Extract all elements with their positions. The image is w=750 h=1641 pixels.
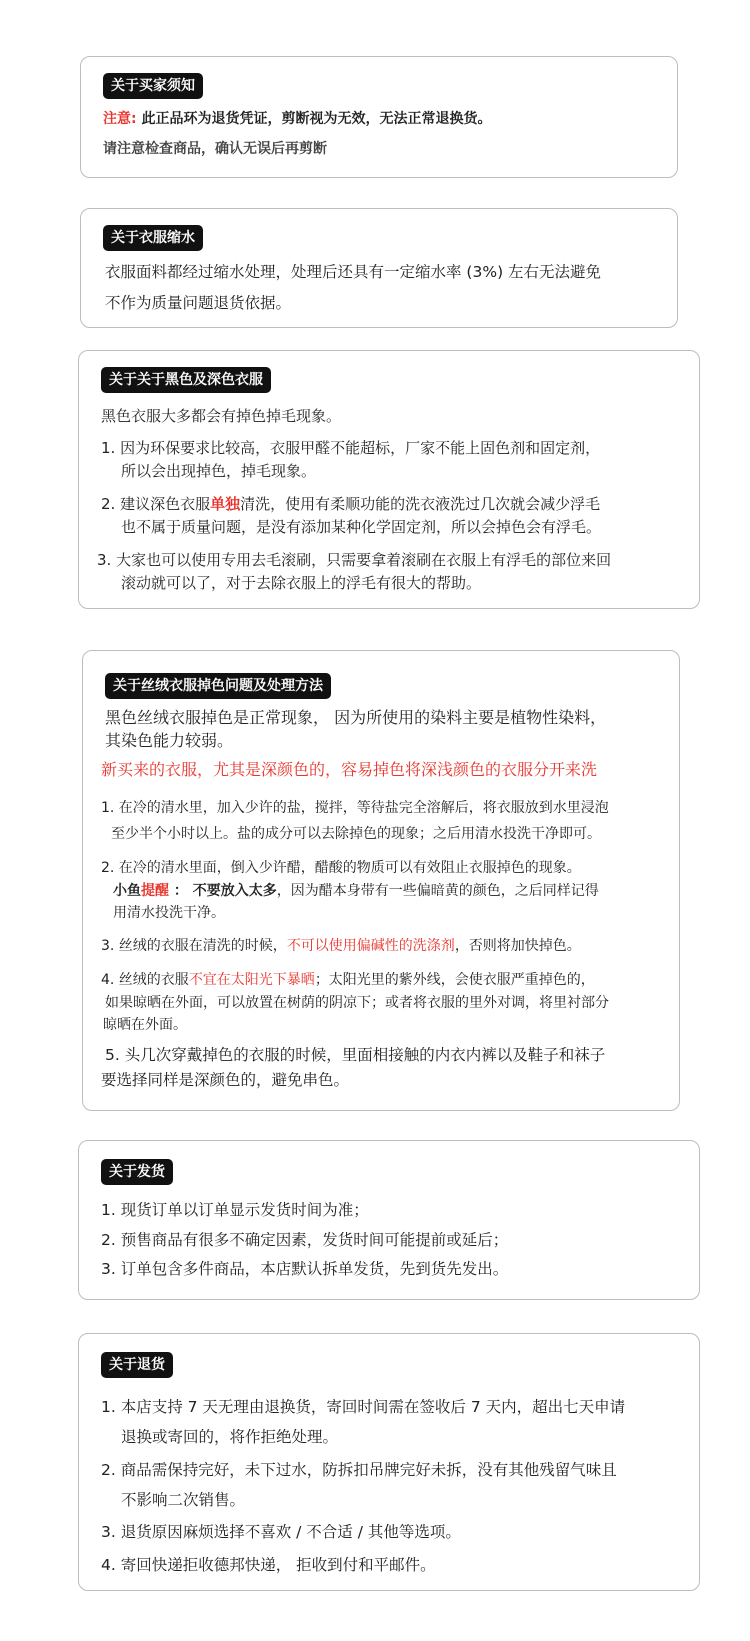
velvet-step3-red: 不可以使用偏碱性的洗涤剂 bbox=[286, 938, 455, 954]
velvet-step4-a bbox=[101, 969, 595, 991]
velvet-step5-a: 5. 头几次穿戴掉色的衣服的时候，里面相接触的内衣内裤以及鞋子和袜子 bbox=[105, 1046, 606, 1064]
velvet-step5-b: 要选择同样是深颜色的，避免串色。 bbox=[101, 1071, 350, 1089]
notice-text: 此正品环为退货凭证，剪断视为无效，无法正常退换货。 bbox=[136, 111, 492, 127]
velvet-card bbox=[82, 650, 680, 1111]
dark-clothes-card bbox=[78, 350, 700, 609]
velvet-step2-a: 2. 在冷的清水里面，倒入少许醋，醋酸的物质可以有效阻止衣服掉色的现象。 bbox=[101, 860, 581, 876]
velvet-step3 bbox=[101, 935, 581, 957]
velvet-step4-c: 晾晒在外面。 bbox=[103, 1017, 187, 1033]
buyer-notice-title: 关于买家须知 bbox=[103, 73, 203, 99]
dark-item2-b: 也不属于质量问题，是没有添加某种化学固定剂，所以会掉色会有浮毛。 bbox=[121, 518, 602, 536]
shrink-line2: 不作为质量问题退货依据。 bbox=[105, 294, 292, 312]
returns-line2-b: 不影响二次销售。 bbox=[121, 1491, 246, 1509]
shipping-line1: 1. 现货订单以订单显示发货时间为准； bbox=[101, 1201, 369, 1219]
dark-clothes-title: 关于关于黑色及深色衣服 bbox=[101, 367, 271, 393]
returns-line4: 4. 寄回快递拒收德邦快递， 拒收到付和平邮件。 bbox=[101, 1556, 436, 1574]
velvet-step1-b: 至少半个小时以上。盐的成分可以去除掉色的现象；之后用清水投洗干净即可。 bbox=[111, 826, 601, 842]
velvet-warning: 新买来的衣服，尤其是深颜色的，容易掉色将深浅颜色的衣服分开来洗 bbox=[101, 760, 598, 779]
shipping-line3: 3. 订单包含多件商品，本店默认拆单发货，先到货先发出。 bbox=[101, 1260, 509, 1278]
returns-card bbox=[78, 1333, 700, 1591]
dark-item1-a: 1. 因为环保要求比较高，衣服甲醛不能超标，厂家不能上固色剂和固定剂， bbox=[101, 439, 601, 457]
velvet-step4-b: 如果晾晒在外面，可以放置在树荫的阴凉下；或者将衣服的里外对调，将里衬部分 bbox=[105, 995, 609, 1011]
velvet-step1-a: 1. 在冷的清水里，加入少许的盐，搅拌，等待盐完全溶解后，将衣服放到水里浸泡 bbox=[101, 800, 609, 816]
buyer-notice-line1 bbox=[103, 108, 491, 130]
velvet-step4-red: 不宜在太阳光下暴晒 bbox=[188, 972, 315, 988]
returns-line3: 3. 退货原因麻烦选择不喜欢 / 不合适 / 其他等选项。 bbox=[101, 1523, 461, 1541]
dark-item1-b: 所以会出现掉色，掉毛现象。 bbox=[121, 462, 317, 480]
shrink-title: 关于衣服缩水 bbox=[103, 225, 203, 251]
dark-item2-red: 单独 bbox=[210, 495, 241, 513]
velvet-tip-b: ： 不要放入太多 bbox=[169, 883, 277, 899]
velvet-step4-post: ；太阳光里的紫外线，会使衣服严重掉色的， bbox=[314, 972, 595, 988]
returns-line1-a: 1. 本店支持 7 天无理由退换货，寄回时间需在签收后 7 天内，超出七天申请 bbox=[101, 1398, 626, 1416]
velvet-step2-c: 用清水投洗干净。 bbox=[113, 905, 225, 921]
dark-item3-b: 滚动就可以了，对于去除衣服上的浮毛有很大的帮助。 bbox=[121, 574, 482, 592]
dark-item2-pre: 2. 建议深色衣服 bbox=[101, 495, 211, 513]
velvet-tip-a: 小鱼 bbox=[113, 883, 141, 899]
buyer-notice-card bbox=[80, 56, 678, 178]
shrink-line1: 衣服面料都经过缩水处理，处理后还具有一定缩水率 (3%) 左右无法避免 bbox=[105, 263, 602, 281]
dark-item2-a bbox=[101, 493, 600, 515]
buyer-notice-line2: 请注意检查商品，确认无误后再剪断 bbox=[103, 141, 327, 157]
velvet-step3-pre: 3. 丝绒的衣服在清洗的时候， bbox=[101, 938, 287, 954]
shipping-card bbox=[78, 1140, 700, 1300]
velvet-step3-post: ，否则将加快掉色。 bbox=[454, 938, 581, 954]
velvet-tip-c: ，因为醋本身带有一些偏暗黄的颜色，之后同样记得 bbox=[276, 883, 599, 899]
velvet-step4-pre: 4. 丝绒的衣服 bbox=[101, 972, 189, 988]
velvet-title: 关于丝绒衣服掉色问题及处理方法 bbox=[105, 673, 331, 699]
returns-title: 关于退货 bbox=[101, 1352, 173, 1378]
shrink-card bbox=[80, 208, 678, 328]
returns-line2-a: 2. 商品需保持完好，未下过水，防拆扣吊牌完好未拆，没有其他残留气味且 bbox=[101, 1461, 617, 1479]
shipping-line2: 2. 预售商品有很多不确定因素，发货时间可能提前或延后； bbox=[101, 1231, 509, 1249]
dark-intro: 黑色衣服大多都会有掉色掉毛现象。 bbox=[101, 407, 342, 425]
returns-line1-b: 退换或寄回的，将作拒绝处理。 bbox=[121, 1428, 339, 1446]
notice-label: 注意: bbox=[103, 111, 137, 127]
velvet-intro2: 其染色能力较弱。 bbox=[105, 731, 234, 750]
dark-item3-a: 3. 大家也可以使用专用去毛滚刷，只需要拿着滚刷在衣服上有浮毛的部位来回 bbox=[97, 551, 612, 569]
dark-item2-post: 清洗，使用有柔顺功能的洗衣液洗过几次就会减少浮毛 bbox=[240, 495, 601, 513]
velvet-tip-red: 提醒 bbox=[141, 883, 169, 899]
velvet-step2-tip bbox=[113, 880, 599, 902]
shipping-title: 关于发货 bbox=[101, 1159, 173, 1185]
velvet-intro1: 黑色丝绒衣服掉色是正常现象， 因为所使用的染料主要是植物性染料， bbox=[105, 708, 607, 727]
